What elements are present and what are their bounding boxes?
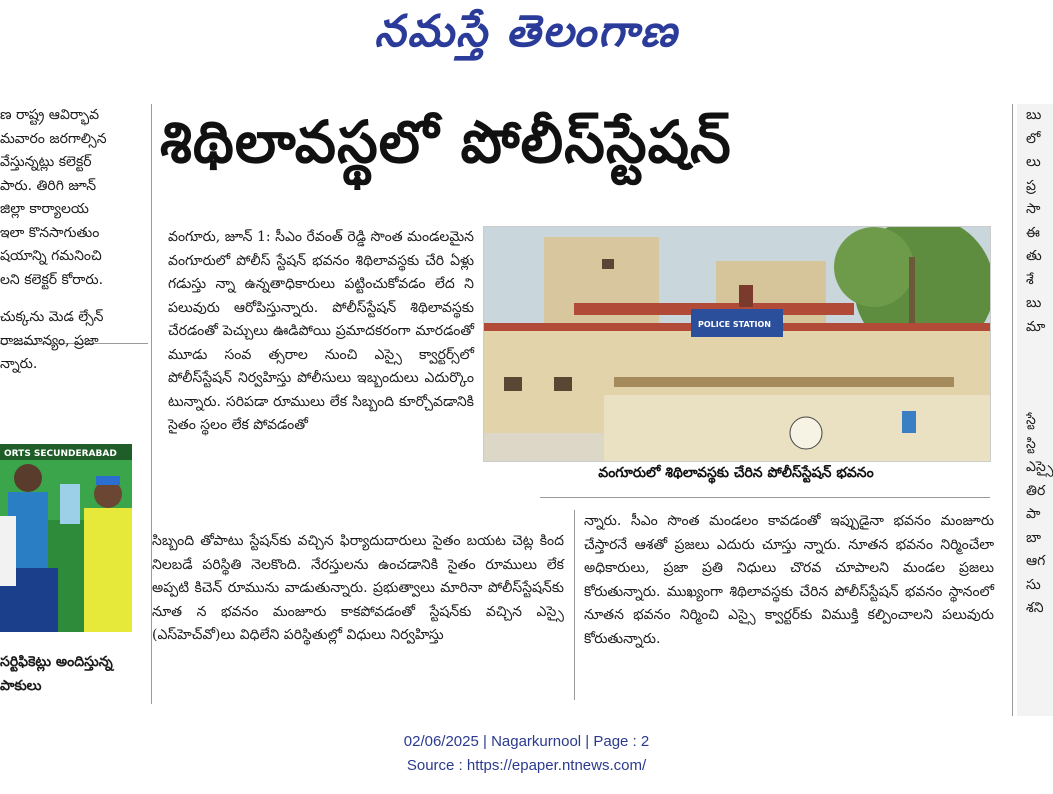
caption-rule: [540, 497, 990, 498]
column-divider-right: [1012, 104, 1013, 716]
right-line: తు: [1026, 248, 1042, 264]
right-line: సా: [1026, 201, 1041, 217]
left-column-text: [0, 104, 145, 377]
left-line: న్నారు.: [0, 356, 38, 372]
left-line: వేస్తున్నట్లు కలెక్టర్: [0, 154, 92, 170]
right-line: స్టి: [1026, 435, 1036, 452]
left-line: ణ రాష్ట్ర ఆవిర్భావ: [0, 107, 100, 123]
left-line: షయాన్ని గమనించి: [0, 248, 102, 264]
left-line: మవారం జరగాల్సిన: [0, 130, 107, 147]
right-line: ఆగ: [1026, 553, 1046, 569]
right-line: మా: [1026, 318, 1046, 335]
left-line: రాజమాన్యం, ప్రజా: [0, 332, 99, 349]
photo-sign-text: POLICE STATION: [698, 320, 771, 329]
left-line: పారు. తిరిగి జూన్: [0, 177, 97, 194]
right-line: లో: [1026, 130, 1041, 147]
article-paragraph: న్నారు. సీఎం సొంత మండలం కావడంతో ఇప్పుడైనా భవనం మంజూరు చేస్తారనే ఆశతో ప్రజలు ఎదురు చూస్తు న్నారు. నూతన భవనం నిర్మించేలా అధికారులు, ప్రజా ప్రతి నిధులు చొరవ చూపాలని మండల ప్రజలు కోరుతున్నారు. ముఖ్యంగా శిథిలావస్థకు చేరిన పోలీస్‌స్టేషన్ భవనం స్థానంలో నూతన భవనం నిర్మించి ఎస్సై క్వార్టర్‌కు విముక్తి కల్పించాలని పలువురు కోరుతున్నారు.: [584, 513, 994, 647]
article-paragraph: వంగూరు, జూన్ 1: సీఎం రేవంత్ రెడ్డి సొంత మండలమైన వంగూరులో పోలీస్ స్టేషన్ భవనం శిథిలావస్థకు చేరి ఏళ్లు గడుస్తు న్నా ఉన్నతాధికారులు పట్టించుకోవడం లేద ని పలువురు ఆరోపిస్తున్నారు. పోలీస్‌స్టేషన్ శిథిలావస్థకు చేరడంతో పెచ్చులు ఊడిపోయి ప్రమాదకరంగా మారడంతో మూడు సంవ త్సరాల నుంచి ఎస్సై క్వార్టర్స్‌లో పోలీస్‌స్టేషన్ నిర్వహిస్తు పోలీసులు ఇబ్బందులు ఎదుర్కొం టున్నారు. సరిపడా రూములు లేక సిబ్బంది కూర్చోవడానికి సైతం స్థలం లేక పోవడంతో: [168, 229, 474, 433]
police-station-photo: [483, 226, 991, 462]
article-paragraph: సిబ్బంది తోపాటు స్టేషన్‌కు వచ్చిన ఫిర్యాదుదారులు సైతం బయట చెట్ల కింద నిలబడే పరిస్థితి నెలకొంది. నేరస్తులను ఉంచడానికి సైతం రూములు లేక అప్పటి కిచెన్ రూమును వాడుతున్నారు. ప్రభుత్వాలు మారినా పోలీస్‌స్టేషన్‌కు నూత న భవనం మంజూరు కాకపోవడంతో స్టేషన్‌కు వచ్చిన ఎస్సై (ఎస్‌హెచ్‌వో)లు విధిలేని పరిస్థితుల్లో విధులు నిర్వహిస్తు: [152, 533, 564, 643]
article-body-column-3: [584, 510, 994, 651]
right-line: సు: [1026, 576, 1041, 593]
left-line: ఇలా కొనసాగుతుం: [0, 224, 100, 241]
right-line: శని: [1026, 600, 1044, 616]
sport-banner-text: ORTS SECUNDERABAD: [4, 449, 117, 459]
footer-date-page: 02/06/2025 | Nagarkurnool | Page : 2: [403, 733, 650, 750]
newspaper-masthead: [0, 0, 1053, 80]
right-line: బా: [1026, 529, 1042, 546]
article-body-column-2: [152, 530, 564, 648]
right-column-text: [1026, 104, 1053, 621]
right-line: తిర: [1026, 482, 1046, 499]
right-line: పా: [1026, 506, 1041, 522]
article-body-column-1: [168, 226, 474, 438]
right-line: ఈ: [1026, 224, 1040, 241]
right-line: శే: [1026, 271, 1034, 288]
sport-caption-line: సర్టిఫికెట్లు అందిస్తున్న: [0, 654, 113, 670]
article-headline: శిథిలావస్థలో పోలీస్‌స్టేషన్: [160, 108, 732, 176]
footer-source-link[interactable]: Source : https://epaper.ntnews.com/: [406, 757, 647, 774]
right-line: ఎస్సై: [1026, 459, 1053, 475]
left-line: జిల్లా కార్యాలయ: [0, 201, 89, 217]
article-column-divider: [574, 510, 575, 700]
page-footer: [0, 730, 1053, 778]
left-line: చుక్కను మెడ ల్సేన్: [0, 309, 104, 325]
right-line: స్టే: [1026, 412, 1036, 428]
masthead-title: నమస్తే తెలంగాణ: [374, 6, 679, 57]
sports-photo-caption: [0, 650, 145, 698]
left-line: లని కలెక్టర్ కోరారు.: [0, 271, 104, 288]
right-line: లు: [1026, 154, 1041, 170]
right-line: ప్ర: [1026, 177, 1036, 194]
right-line: బు: [1026, 107, 1042, 123]
photo-caption: వంగూరులో శిథిలావస్థకు చేరిన పోలీస్‌స్టేషన్ భవనం: [598, 465, 874, 481]
sports-award-photo: [0, 444, 132, 632]
right-line: బు: [1026, 295, 1042, 311]
sport-caption-line: పాకులు: [0, 678, 42, 694]
